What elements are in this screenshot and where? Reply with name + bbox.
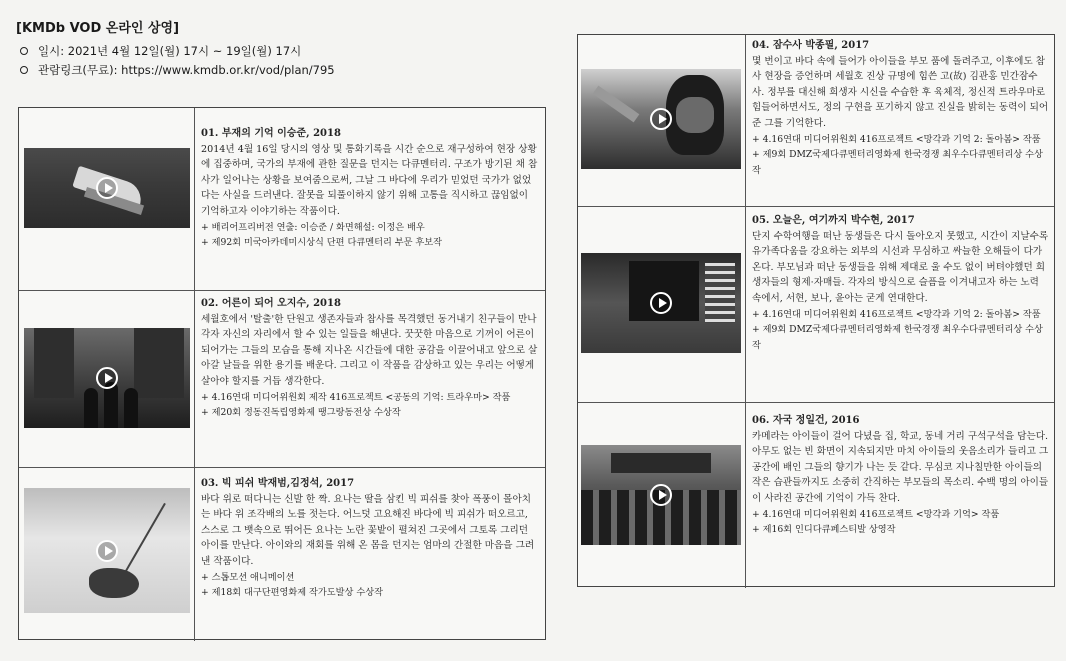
circle-bullet-icon <box>20 47 28 55</box>
film-thumb-cell <box>578 35 746 206</box>
link-line <box>16 61 536 80</box>
film-thumbnail[interactable] <box>581 69 741 169</box>
film-note: + 제9회 DMZ국제다큐멘터리영화제 한국경쟁 최우수다큐멘터리상 수상작 <box>752 149 1043 176</box>
film-title: 06. 자국 정일건, 2016 <box>752 415 860 426</box>
date-line <box>16 42 536 61</box>
film-info <box>746 403 1054 588</box>
film-info <box>746 35 1054 206</box>
film-description: 바다 위로 떠다니는 신발 한 짝. 요나는 딸을 삼킨 빅 피쉬를 찾아 폭풍이 몰아치는 바다 위 조각배의 노를 젓는다. 어느덧 고요해진 바다에 빅 피쉬가 떠오르고, 스스로 그 뱃속으로 뛰어든 요나는 노란 꽃밭이 펼쳐진 그곳에서 그토록 그리던 아이를 만난다. 아이와의 재회를 위해 온 몸을 던지는 엄마의 간절한 마음을 그려낸 작품이다. <box>201 493 535 567</box>
film-thumbnail[interactable] <box>24 328 190 428</box>
film-description: 단지 수학여행을 떠난 동생들은 다시 돌아오지 못했고, 시간이 지날수록 유가족다움을 강요하는 외부의 시선과 무심하고 싸늘한 오해들이 다가온다. 부모님과 떠난 동생들을 위해 제대로 울 수도 없이 버텨야했던 희생자들의 형제·자매들. 각자의 방식으로 슬픔을 이겨내고자 하는 노력 속에서, 서현, 보나, 윤아는 굳게 연대한다. <box>752 230 1049 304</box>
play-icon[interactable] <box>96 367 118 389</box>
film-title: 04. 잠수사 박종필, 2017 <box>752 40 870 51</box>
film-description: 몇 번이고 바다 속에 들어가 아이들을 부모 품에 돌려주고, 이후에도 참사 현장을 증언하며 세월호 진상 규명에 힘쓴 고(故) 김관홍 민간잠수사. 정부를 대신해 희생자 시신을 수습한 후 육체적, 정신적 트라우마로 힘들어하면서도, 정의 구현을 포기하지 않고 진실을 밝히는 동력이 되어준 그를 기억한다. <box>752 55 1049 129</box>
film-note: + 4.16연대 미디어위원회 416프로젝트 <망각과 기억> 작품 <box>752 508 1000 520</box>
film-thumbnail[interactable] <box>581 253 741 353</box>
film-description: 세월호에서 '탈출'한 단원고 생존자들과 참사를 목격했던 동거내기 친구들이 만나 각자 자신의 자리에서 할 수 있는 일들을 해낸다. 꿋꿋한 마음으로 기꺼이 어른이 되어가는 그들의 모습을 통해 지나온 시간들에 대한 공감을 이끌어내고 앞으로 살아갈 날들을 위한 용기를 배운다. 그리고 이 작품을 감상하고 있는 우리는 어떻게 살아야 할지를 거듭 생각한다. <box>201 313 538 387</box>
play-icon[interactable] <box>650 292 672 314</box>
film-note: + 스톱모션 애니메이션 <box>201 571 295 583</box>
film-note: + 제92회 미국아카데미시상식 단편 다큐멘터리 부문 후보작 <box>201 237 443 249</box>
film-thumb-cell <box>19 108 195 290</box>
date-text: 일시: 2021년 4월 12일(월) 17시 ~ 19일(월) 17시 <box>38 44 302 58</box>
film-row-1 <box>19 108 545 291</box>
film-info <box>195 468 545 641</box>
film-note: + 4.16연대 미디어위원회 제작 416프로젝트 <공동의 기억: 트라우마> 작품 <box>201 391 511 403</box>
film-info <box>195 108 545 290</box>
film-description: 2014년 4월 16일 당시의 영상 및 통화기록을 시간 순으로 재구성하여 현장 상황에 집중하며, 국가의 부재에 관한 질문을 던지는 다큐멘터리. 구조가 방기된 채 참사가 일어나는 상황을 보여줌으로써, 그날 그 바다에 우리가 믿었던 국가가 없었다는 사실을 드러낸다. 잘못을 되풀이하지 않기 위해 고통을 직시하고 끊임없이 기억하고자 이야기하는 작품이다. <box>201 143 538 217</box>
film-thumb-cell <box>578 207 746 402</box>
film-title: 05. 오늘은, 여기까지 박수현, 2017 <box>752 215 915 226</box>
film-thumbnail[interactable] <box>581 445 741 545</box>
film-note: + 4.16연대 미디어위원회 416프로젝트 <망각과 기억 2: 돌아봄> 작품 <box>752 133 1041 145</box>
film-info <box>746 207 1054 402</box>
film-info <box>195 291 545 467</box>
film-thumb-cell <box>19 468 195 641</box>
link-text[interactable]: 관람링크(무료): https://www.kmdb.or.kr/vod/plan/795 <box>38 63 335 77</box>
film-note: + 제9회 DMZ국제다큐멘터리영화제 한국경쟁 최우수다큐멘터리상 수상작 <box>752 324 1043 351</box>
film-thumbnail[interactable] <box>24 488 190 613</box>
film-row-5 <box>578 207 1054 403</box>
film-note: + 제18회 대구단편영화제 작가도발상 수상작 <box>201 587 383 599</box>
film-note: + 제16회 인디다큐페스티발 상영작 <box>752 524 896 536</box>
play-icon[interactable] <box>650 484 672 506</box>
play-icon[interactable] <box>96 177 118 199</box>
film-title: 02. 어른이 되어 오지수, 2018 <box>201 298 341 309</box>
film-row-6 <box>578 403 1054 588</box>
film-row-3 <box>19 468 545 641</box>
play-icon[interactable] <box>96 540 118 562</box>
film-thumb-cell <box>19 291 195 467</box>
film-thumbnail[interactable] <box>24 148 190 228</box>
film-note: + 배리어프리버전 연출: 이승준 / 화면해설: 이정은 배우 <box>201 221 425 233</box>
circle-bullet-icon <box>20 66 28 74</box>
film-thumb-cell <box>578 403 746 588</box>
film-row-2 <box>19 291 545 468</box>
header <box>16 20 536 80</box>
play-icon[interactable] <box>650 108 672 130</box>
film-note: + 4.16연대 미디어위원회 416프로젝트 <망각과 기억 2: 돌아봄> 작품 <box>752 308 1041 320</box>
film-table-left <box>18 107 546 640</box>
film-note: + 제20회 정동진독립영화제 땡그랑동전상 수상작 <box>201 407 401 419</box>
film-title: 01. 부재의 기억 이승준, 2018 <box>201 128 341 139</box>
film-row-4 <box>578 35 1054 207</box>
film-description: 카메라는 아이들이 걸어 다녔을 집, 학교, 동네 거리 구석구석을 담는다. 아무도 없는 빈 화면이 지속되지만 마치 아이들의 웃음소리가 들리고 그 공간에 배인 그들의 향기가 나는 듯 같다. 무심코 지나칠만한 아이들의 작은 습관들까지도 소중히 간직하는 부모들의 목소리. 수백 명의 아이들이 사라진 공간에 기억이 가득 찬다. <box>752 430 1049 504</box>
page-title: [KMDb VOD 온라인 상영] <box>16 21 180 36</box>
film-table-right <box>577 34 1055 587</box>
film-title: 03. 빅 피쉬 박재범,김정석, 2017 <box>201 478 355 489</box>
